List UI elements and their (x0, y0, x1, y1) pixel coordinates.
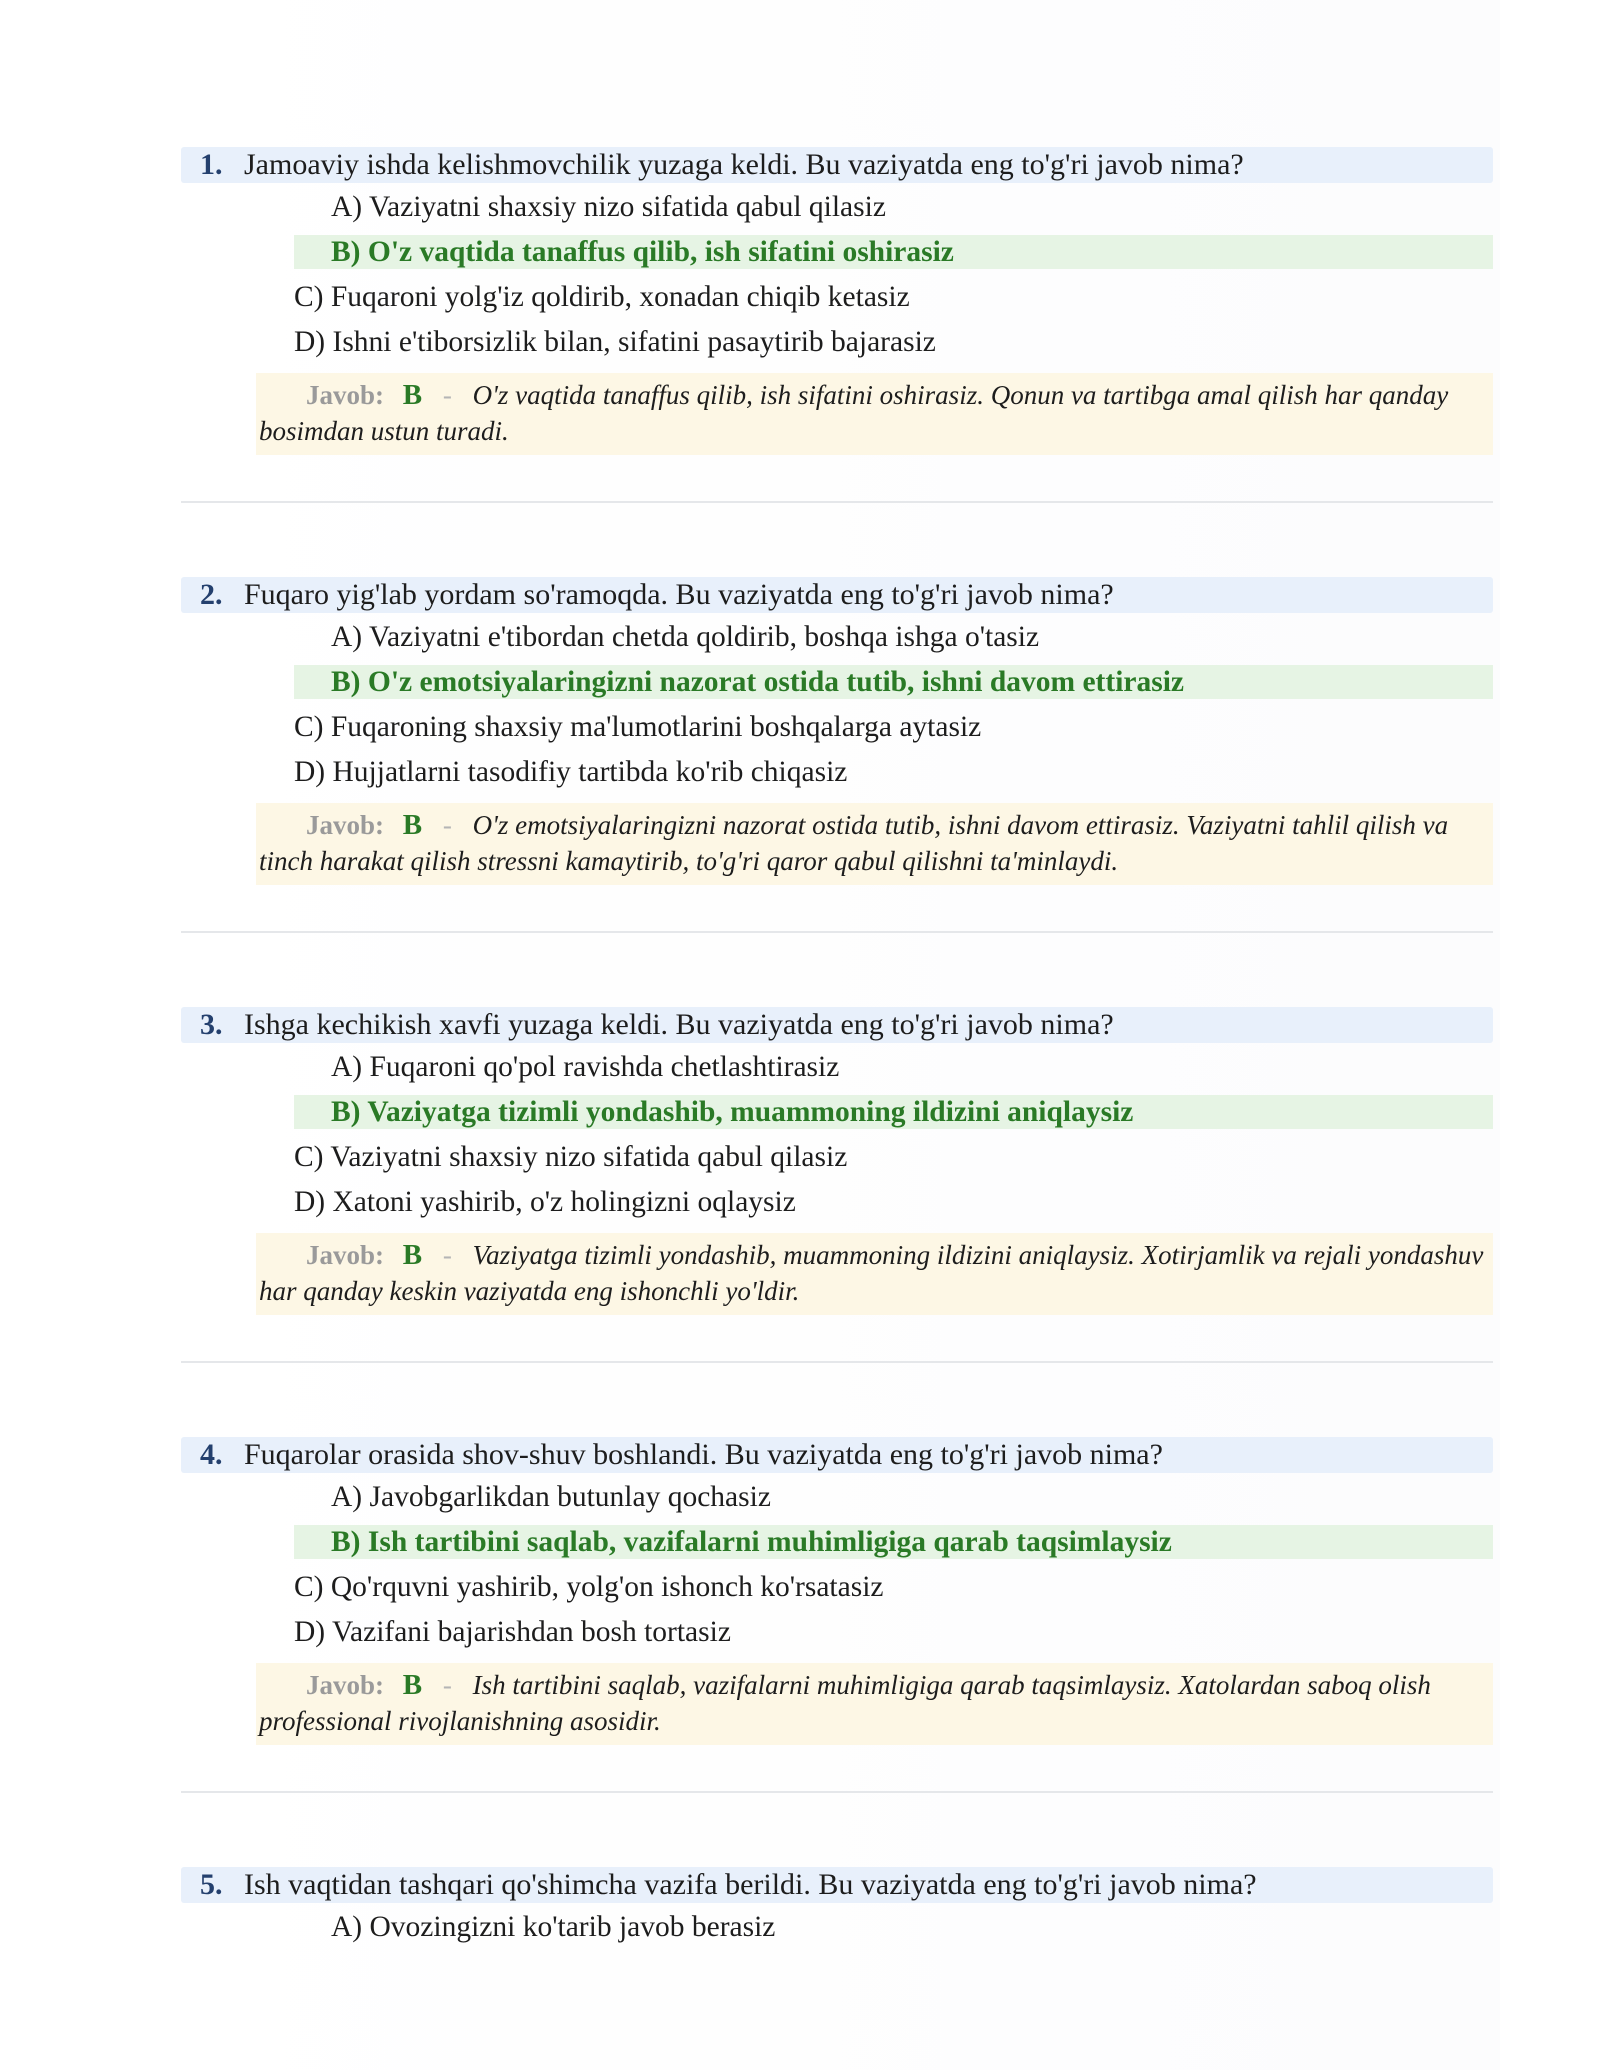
question-4 (181, 1437, 1493, 1793)
option-c: C) Fuqaroni yolg'iz qoldirib, xonadan chiqib ketasiz (294, 281, 910, 313)
question-1 (181, 147, 1493, 503)
question-number: 4. (200, 1438, 223, 1471)
option-a: A) Vaziyatni shaxsiy nizo sifatida qabul qilasiz (331, 191, 886, 223)
answer-label: Javob: (306, 1670, 385, 1700)
question-text: Fuqarolar orasida shov-shuv boshlandi. Bu vaziyatda eng to'g'ri javob nima? (244, 1438, 1163, 1471)
divider (181, 1361, 1493, 1363)
option-d: D) Ishni e'tiborsizlik bilan, sifatini pasaytirib bajarasiz (294, 326, 936, 358)
question-header (181, 577, 1493, 613)
option-c: C) Qo'rquvni yashirib, yolg'on ishonch ko'rsatasiz (294, 1571, 884, 1603)
answer-text: Ish tartibini saqlab, vazifalarni muhimligiga qarab taqsimlaysiz. Xatolardan saboq olish professional rivojlanishning asosidir. (259, 1670, 1431, 1736)
answer-explanation (256, 803, 1493, 885)
question-text: Fuqaro yig'lab yordam so'ramoqda. Bu vaziyatda eng to'g'ri javob nima? (244, 578, 1114, 611)
option-d: D) Xatoni yashirib, o'z holingizni oqlaysiz (294, 1186, 796, 1218)
option-a: A) Vaziyatni e'tibordan chetda qoldirib, boshqa ishga o'tasiz (331, 621, 1040, 653)
question-number: 1. (200, 148, 223, 181)
option-a: A) Fuqaroni qo'pol ravishda chetlashtirasiz (331, 1051, 840, 1083)
option-d: D) Hujjatlarni tasodifiy tartibda ko'rib chiqasiz (294, 756, 848, 788)
answer-explanation (256, 1663, 1493, 1745)
answer-letter: B (402, 1669, 423, 1701)
answer-letter: B (402, 379, 423, 411)
option-c: C) Fuqaroning shaxsiy ma'lumotlarini boshqalarga aytasiz (294, 711, 982, 743)
answer-text: Vaziyatga tizimli yondashib, muammoning ildizini aniqlaysiz. Xotirjamlik va rejali yondashuv har qanday keskin vaziyatda eng ishonchli yo'ldir. (259, 1240, 1484, 1306)
option-a: A) Javobgarlikdan butunlay qochasiz (331, 1481, 771, 1513)
option-b-correct: B) Vaziyatga tizimli yondashib, muammoning ildizini aniqlaysiz (294, 1095, 1493, 1129)
option-b-correct: B) Ish tartibini saqlab, vazifalarni muhimligiga qarab taqsimlaysiz (294, 1525, 1493, 1559)
answer-explanation (256, 373, 1493, 455)
question-text: Ish vaqtidan tashqari qo'shimcha vazifa berildi. Bu vaziyatda eng to'g'ri javob nima? (244, 1868, 1257, 1901)
option-a: A) Ovozingizni ko'tarib javob berasiz (331, 1911, 776, 1943)
answer-label: Javob: (306, 1240, 385, 1270)
question-text: Jamoaviy ishda kelishmovchilik yuzaga keldi. Bu vaziyatda eng to'g'ri javob nima? (244, 148, 1244, 181)
answer-dash: - (442, 1240, 452, 1270)
question-header (181, 1437, 1493, 1473)
question-text: Ishga kechikish xavfi yuzaga keldi. Bu vaziyatda eng to'g'ri javob nima? (244, 1008, 1114, 1041)
answer-letter: B (402, 1239, 423, 1271)
answer-label: Javob: (306, 380, 385, 410)
answer-dash: - (442, 1670, 452, 1700)
divider (181, 1791, 1493, 1793)
question-header (181, 147, 1493, 183)
question-number: 2. (200, 578, 223, 611)
option-d: D) Vazifani bajarishdan bosh tortasiz (294, 1616, 731, 1648)
option-c: C) Vaziyatni shaxsiy nizo sifatida qabul qilasiz (294, 1141, 848, 1173)
question-5 (181, 1867, 1493, 1950)
questions-list (181, 147, 1493, 1950)
answer-text: O'z vaqtida tanaffus qilib, ish sifatini oshirasiz. Qonun va tartibga amal qilish har qanday bosimdan ustun turadi. (259, 380, 1449, 446)
answer-text: O'z emotsiyalaringizni nazorat ostida tutib, ishni davom ettirasiz. Vaziyatni tahlil qilish va tinch harakat qilish stressni kamaytirib, to'g'ri qaror qabul qilishni ta'minlaydi. (259, 810, 1449, 876)
answer-explanation (256, 1233, 1493, 1315)
answer-letter: B (402, 809, 423, 841)
answer-dash: - (442, 380, 452, 410)
question-number: 5. (200, 1868, 223, 1901)
question-header (181, 1867, 1493, 1903)
answer-label: Javob: (306, 810, 385, 840)
option-b-correct: B) O'z vaqtida tanaffus qilib, ish sifatini oshirasiz (294, 235, 1493, 269)
option-b-correct: B) O'z emotsiyalaringizni nazorat ostida tutib, ishni davom ettirasiz (294, 665, 1493, 699)
question-number: 3. (200, 1008, 223, 1041)
divider (181, 931, 1493, 933)
answer-dash: - (442, 810, 452, 840)
question-3 (181, 1007, 1493, 1363)
divider (181, 501, 1493, 503)
question-header (181, 1007, 1493, 1043)
question-2 (181, 577, 1493, 933)
